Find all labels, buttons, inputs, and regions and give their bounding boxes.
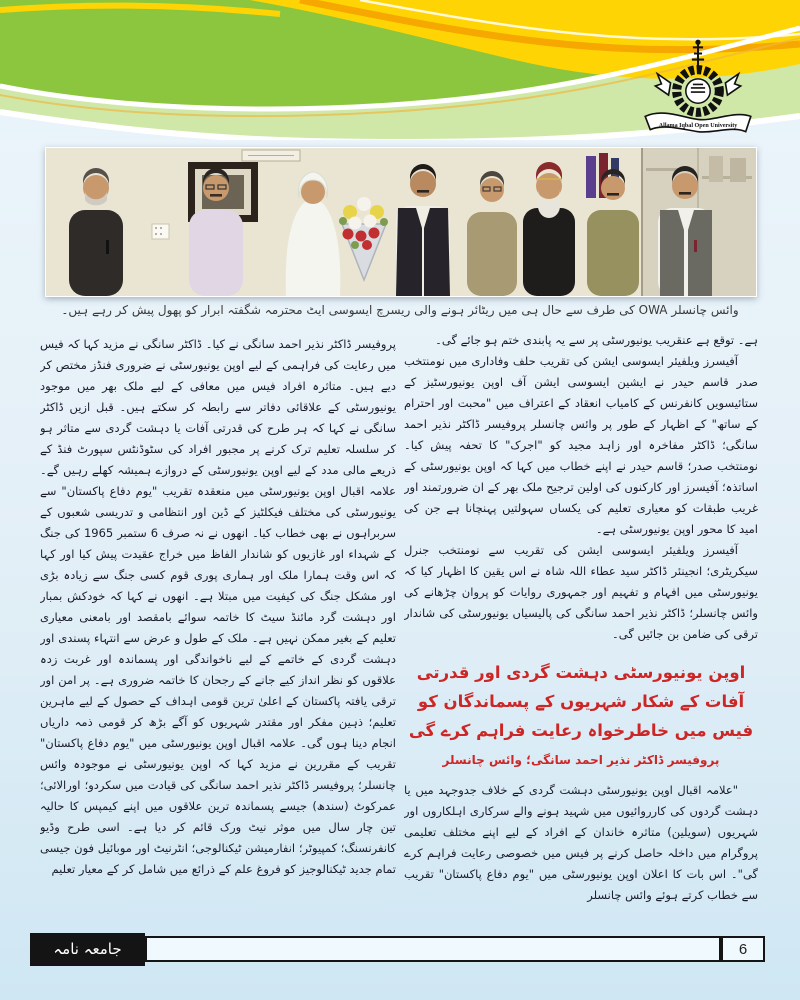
group-photo xyxy=(45,147,757,297)
photo-caption: وائس چانسلر OWA کی طرف سے حال ہی میں ریٹائر ہونے والی ریسرچ ایسوسی ایٹ محترمہ شگفتہ ابرار کو پھول پیش کر رہے ہیں۔ xyxy=(61,303,739,317)
right-paragraph-3: آفیسرز ویلفیئر ایسوسی ایشن کی تقریب سے نومنتخب جنرل سیکریٹری؛ انجینئر ڈاکٹر سید عطاء اللہ شاہ نے اس یقین کا اظہار کیا کہ یونیورسٹی میں افہام و تفہیم اور جمہوری روایات کو پروان چڑھانے کی وائس چانسلر؛ ڈاکٹر نذیر احمد سانگی کی پالیسیاں یونیورسٹی کی شاندار ترقی کی ضامن بن جائیں گی۔ xyxy=(404,543,758,641)
page-number: 6 xyxy=(721,936,765,962)
article-left-column xyxy=(40,334,396,914)
right-paragraph-2: آفیسرز ویلفیئر ایسوسی ایشن کی تقریب حلف وفاداری میں نومنتخب صدر قاسم حیدر نے ایشین ایسوسی ایشن آف اوپن یونیورسٹیز کے ستائیسویں کانفرنس کے کامیاب انعقاد کے اعتراف میں "محبت اور احترام کے ساتھ" کے اظہار کے طور پر وائس چانسلر پروفیسر ڈاکٹر نذیر احمد سانگی؛ ڈاکٹر مفاخرہ اور زاہد مجید کو "اجرک" کا تحفہ پیش کیا۔ نومنتخب صدر؛ قاسم حیدر نے اپنے خطاب میں کہا کہ اوپن یونیورسٹی کے اساتذہ؛ آفیسرز اور کارکنوں کی اولین ترجیح ملک بھر کے ان ضرورتمند اور غریب طبقات کو معیاری تعلیم کی یکساں سہولتیں پہنچانا ہے جن کی امید کا محور اوپن یونیورسٹی ہے۔ xyxy=(404,354,758,536)
footer-brand-plate: جامعہ نامہ xyxy=(30,933,145,966)
right-paragraph-1: ہے۔ توقع ہے عنقریب یونیورسٹی پر سے یہ پابندی ختم ہو جائے گی۔ xyxy=(435,333,758,347)
footer-rule-bar xyxy=(145,936,721,962)
light-switch-panel xyxy=(152,224,169,239)
pull-heading-byline: پروفیسر ڈاکٹر نذیر احمد سانگی؛ وائس چانسلر xyxy=(442,753,720,767)
left-scroll-icon xyxy=(655,74,670,95)
right-scroll-icon xyxy=(725,74,740,95)
pull-heading-block xyxy=(404,658,758,769)
ring-core xyxy=(686,79,710,103)
article-right-column xyxy=(404,330,758,936)
pull-heading: اوپن یونیورسٹی دہشت گردی اور قدرتی آفات کے شکار شہریوں کے پسماندگان کو فیس میں خاطرخواہ رعایت فراہم کرے گی xyxy=(408,663,754,740)
wall-vent xyxy=(242,150,300,161)
logo-banner-text: Allama Iqbal Open University xyxy=(658,123,738,130)
left-column-text: پروفیسر ڈاکٹر نذیر احمد سانگی نے کیا۔ ڈاکٹر سانگی نے مزید کہا کہ فیس میں رعایت کی فراہمی کے لیے اوپن یونیورسٹی نے ضروری فنڈز مختص کر دیے ہیں۔ متاثرہ افراد فیس میں معافی کے لیے ملک بھر میں موجود یونیورسٹی کے علاقائی دفاتر سے رابطہ کر سکتے ہیں۔ قبل ازیں ڈاکٹر سانگی نے کہا کہ ہر طرح کی قدرتی آفات یا دہشت گردی سے متاثر ہو کر سلسلہ تعلیم ترک کرنے پر مجبور افراد کی سٹوڈنٹس سپورٹ فنڈ کے ذریعے مالی مدد کے لیے اوپن یونیورسٹی کے دروازے ہمیشہ کھلے رہیں گے۔ علامہ اقبال اوپن یونیورسٹی میں منعقدہ تقریب "یوم دفاع پاکستان" سے یونیورسٹی کی مختلف فیکلٹیز کے ڈین اور انتظامی و تدریسی شعبوں کے سربراہوں نے بھی خطاب کیا۔ انھوں نے نہ صرف 6 ستمبر 1965 کی جنگ کے شہداء اور غازیوں کو شاندار الفاظ میں خراج عقیدت پیش کیا اور کہا کہ اس وقت ہمارا ملک اور ہماری پوری قوم کسی جنگ سے زیادہ بڑی اور مشکل جنگ کی کیفیت میں مبتلا ہے۔ انھوں نے کہا کہ خودکش بمبار اور دہشت گرد مائنڈ سیٹ کا خاتمہ سوائے بامقصد اور بامعنی معیاری تعلیم کے بغیر ممکن نہیں ہے۔ ملک کے طول و عرض سے انتہاء پسندی اور دہشت گردی کے خاتمے کے لیے ناخواندگی اور پسماندہ اور غربت زدہ علاقوں کو نظر انداز کیے جانے کے رجحان کا خاتمہ ضروری ہے۔ پر امن اور ترقی یافتہ پاکستان کے اعلیٰ ترین قومی اہداف کے حصول کے لیے ماہرین تعلیم؛ ذہین مفکر اور مقتدر شہریوں کو آگے بڑھ کر قومی ذمہ داریاں انجام دینا ہوں گی۔ علامہ اقبال اوپن یونیورسٹی میں "یوم دفاع پاکستان" تقریب کے مقررین نے مزید کہا کہ اوپن یونیورسٹی نے موجودہ وائس چانسلر؛ پروفیسر ڈاکٹر نذیر احمد سانگی کی قیادت میں سکردو؛ اورالائی؛ عمرکوٹ (سندھ) جیسے پسماندہ ترین علاقوں میں اپنے کیمپس کا حالیہ تین چار سال میں موثر نیٹ ورک قائم کر دیا ہے۔ اسی طرح وڈیو کانفرنسنگ؛ کمپیوٹر؛ انفارمیشن ٹیکنالوجی؛ انٹرنیٹ اور موبائیل فون جیسی تمام جدید ٹیکنالوجیز کو فروغ علم کے ذرائع میں شامل کر کے معیار تعلیم xyxy=(40,337,396,876)
university-logo-emblem xyxy=(632,38,764,140)
right-paragraph-4: "علامہ اقبال اوپن یونیورسٹی دہشت گردی کے خلاف جدوجہد میں یا دہشت گردوں کی کارروائیوں میں شہید ہونے والے سرکاری اہلکاروں اور شہریوں (سویلین) متاثرہ خاندان کے افراد کے لیے اپنے مختلف تعلیمی پروگرام میں داخلہ حاصل کرنے پر فیس میں خصوصی رعایت فراہم کرے گی"۔ اس بات کا اعلان اوپن یونیورسٹی میں "یوم دفاع پاکستان" تقریب سے خطاب کرتے ہوئے وائس چانسلر xyxy=(404,783,758,902)
